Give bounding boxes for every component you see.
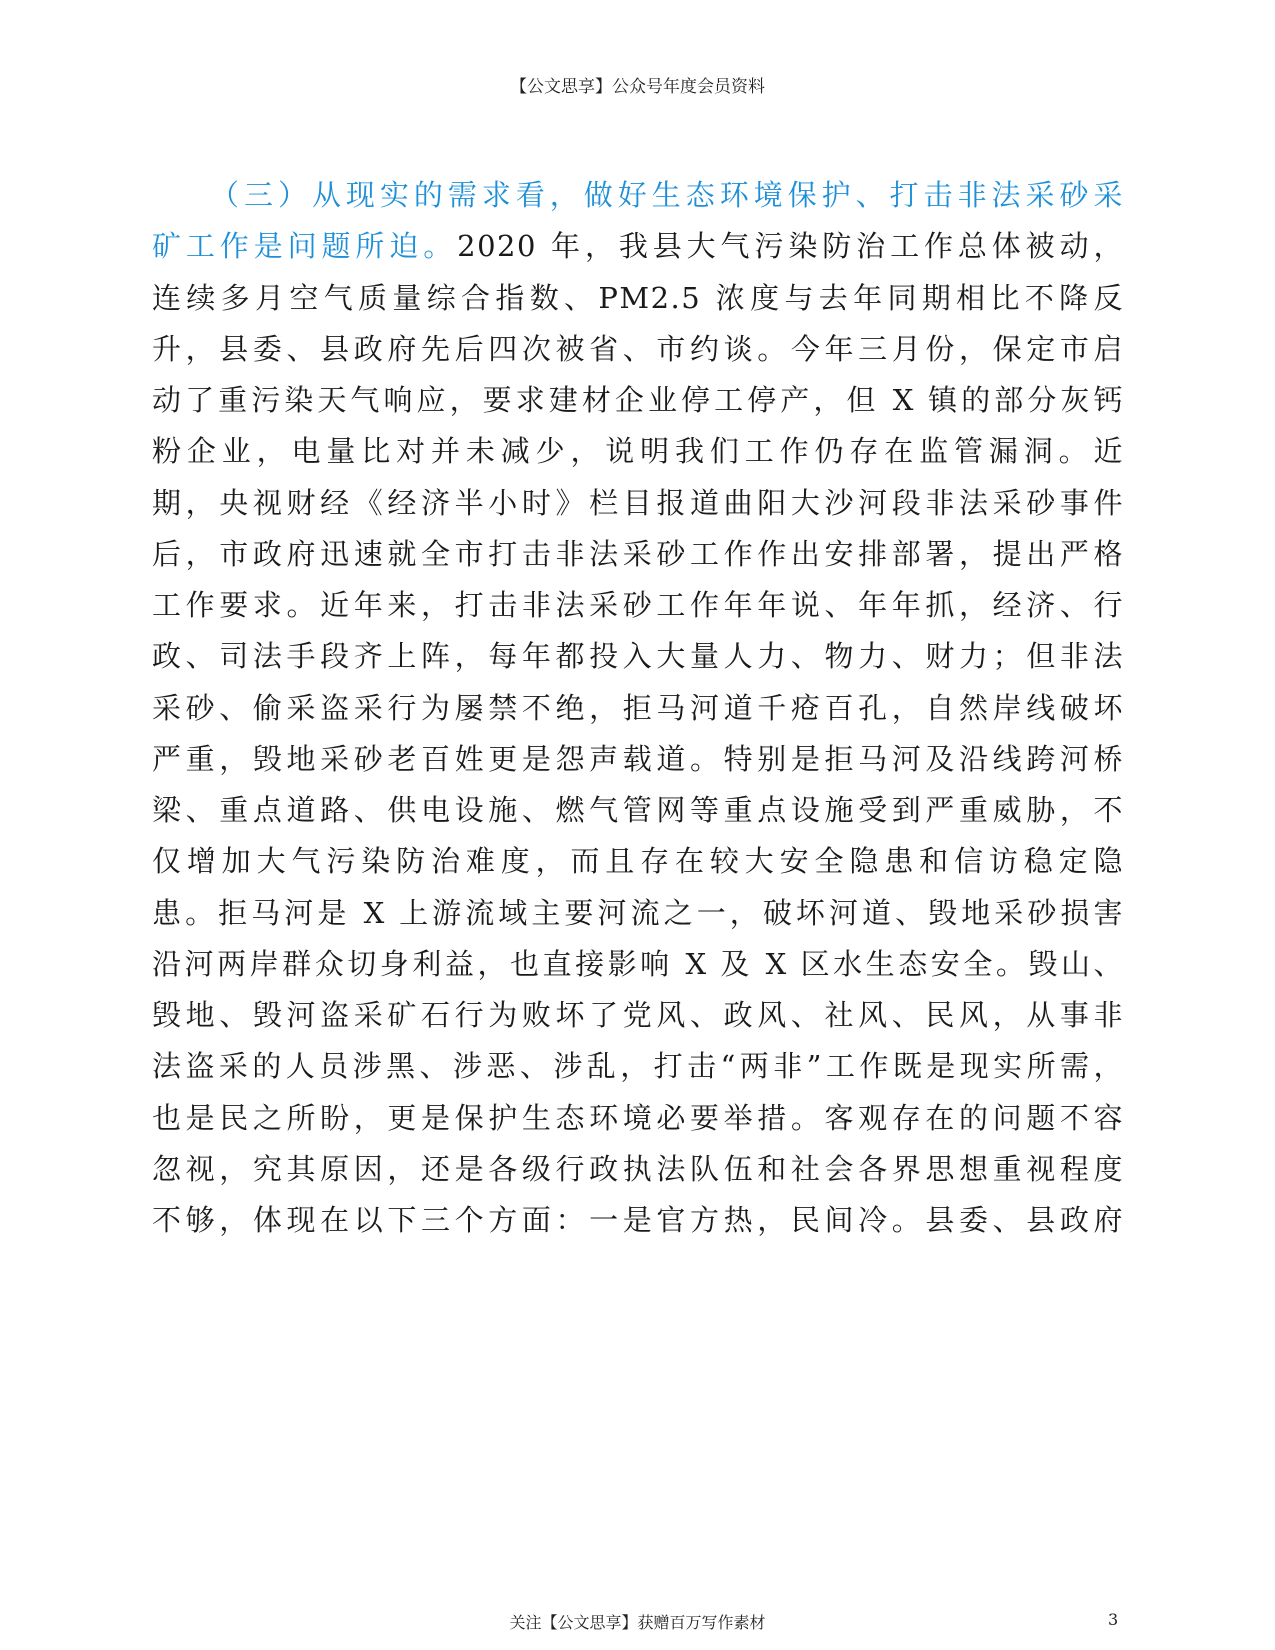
body-line: 粉企业，电量比对并未减少，说明我们工作仍存在监管漏洞。近	[152, 434, 1124, 469]
body-line: 也是民之所盼，更是保护生态环境必要举措。客观存在的问题不容	[152, 1100, 1124, 1135]
body-line: 政、司法手段齐上阵，每年都投入大量人力、物力、财力；但非法	[152, 639, 1124, 674]
body-line: 连续多月空气质量综合指数、PM2.5 浓度与去年同期相比不降反	[152, 280, 1124, 315]
body-line: 不够，体现在以下三个方面：一是官方热，民间冷。县委、县政府	[152, 1203, 1124, 1237]
page-footer: 关注【公文思享】获赠百万写作素材	[509, 1613, 766, 1632]
body-line: 患。拒马河是 X 上游流域主要河流之一，破坏河道、毁地采砂损害	[152, 895, 1124, 930]
body-line: 采砂、偷采盗采行为屡禁不绝，拒马河道千疮百孔，自然岸线破坏	[152, 690, 1124, 725]
document-body	[152, 170, 1124, 1246]
body-line: 沿河两岸群众切身利益，也直接影响 X 及 X 区水生态安全。毁山、	[152, 946, 1124, 981]
page-number: 3	[1108, 1610, 1119, 1629]
body-line: 期，央视财经《经济半小时》栏目报道曲阳大沙河段非法采砂事件	[152, 485, 1124, 520]
body-line: 忽视，究其原因，还是各级行政执法队伍和社会各界思想重视程度	[152, 1151, 1124, 1186]
body-line: 法盗采的人员涉黑、涉恶、涉乱，打击“两非”工作既是现实所需，	[152, 1049, 1124, 1084]
body-line-2	[152, 221, 1124, 272]
body-line-2-rest: 2020 年，我县大气污染防治工作总体被动，	[457, 229, 1124, 264]
heading-line-2: 矿工作是问题所迫。	[152, 229, 458, 264]
body-line: 严重，毁地采砂老百姓更是怨声载道。特别是拒马河及沿线跨河桥	[152, 741, 1124, 776]
page-header: 【公文思享】公众号年度会员资料	[510, 77, 765, 97]
body-line: 毁地、毁河盗采矿石行为败坏了党风、政风、社风、民风，从事非	[152, 998, 1124, 1032]
body-line: 后，市政府迅速就全市打击非法采砂工作作出安排部署，提出严格	[152, 536, 1124, 571]
body-line: 工作要求。近年来，打击非法采砂工作年年说、年年抓，经济、行	[152, 588, 1124, 622]
body-line: 动了重污染天气响应，要求建材企业停工停产，但 X 镇的部分灰钙	[152, 383, 1124, 417]
body-line: 升，县委、县政府先后四次被省、市约谈。今年三月份，保定市启	[152, 331, 1124, 366]
body-line: 梁、重点道路、供电设施、燃气管网等重点设施受到严重威胁，不	[152, 793, 1124, 827]
heading-line-1: （三）从现实的需求看，做好生态环境保护、打击非法采砂采	[210, 178, 1124, 212]
body-line: 仅增加大气污染防治难度，而且存在较大安全隐患和信访稳定隐	[152, 844, 1124, 879]
